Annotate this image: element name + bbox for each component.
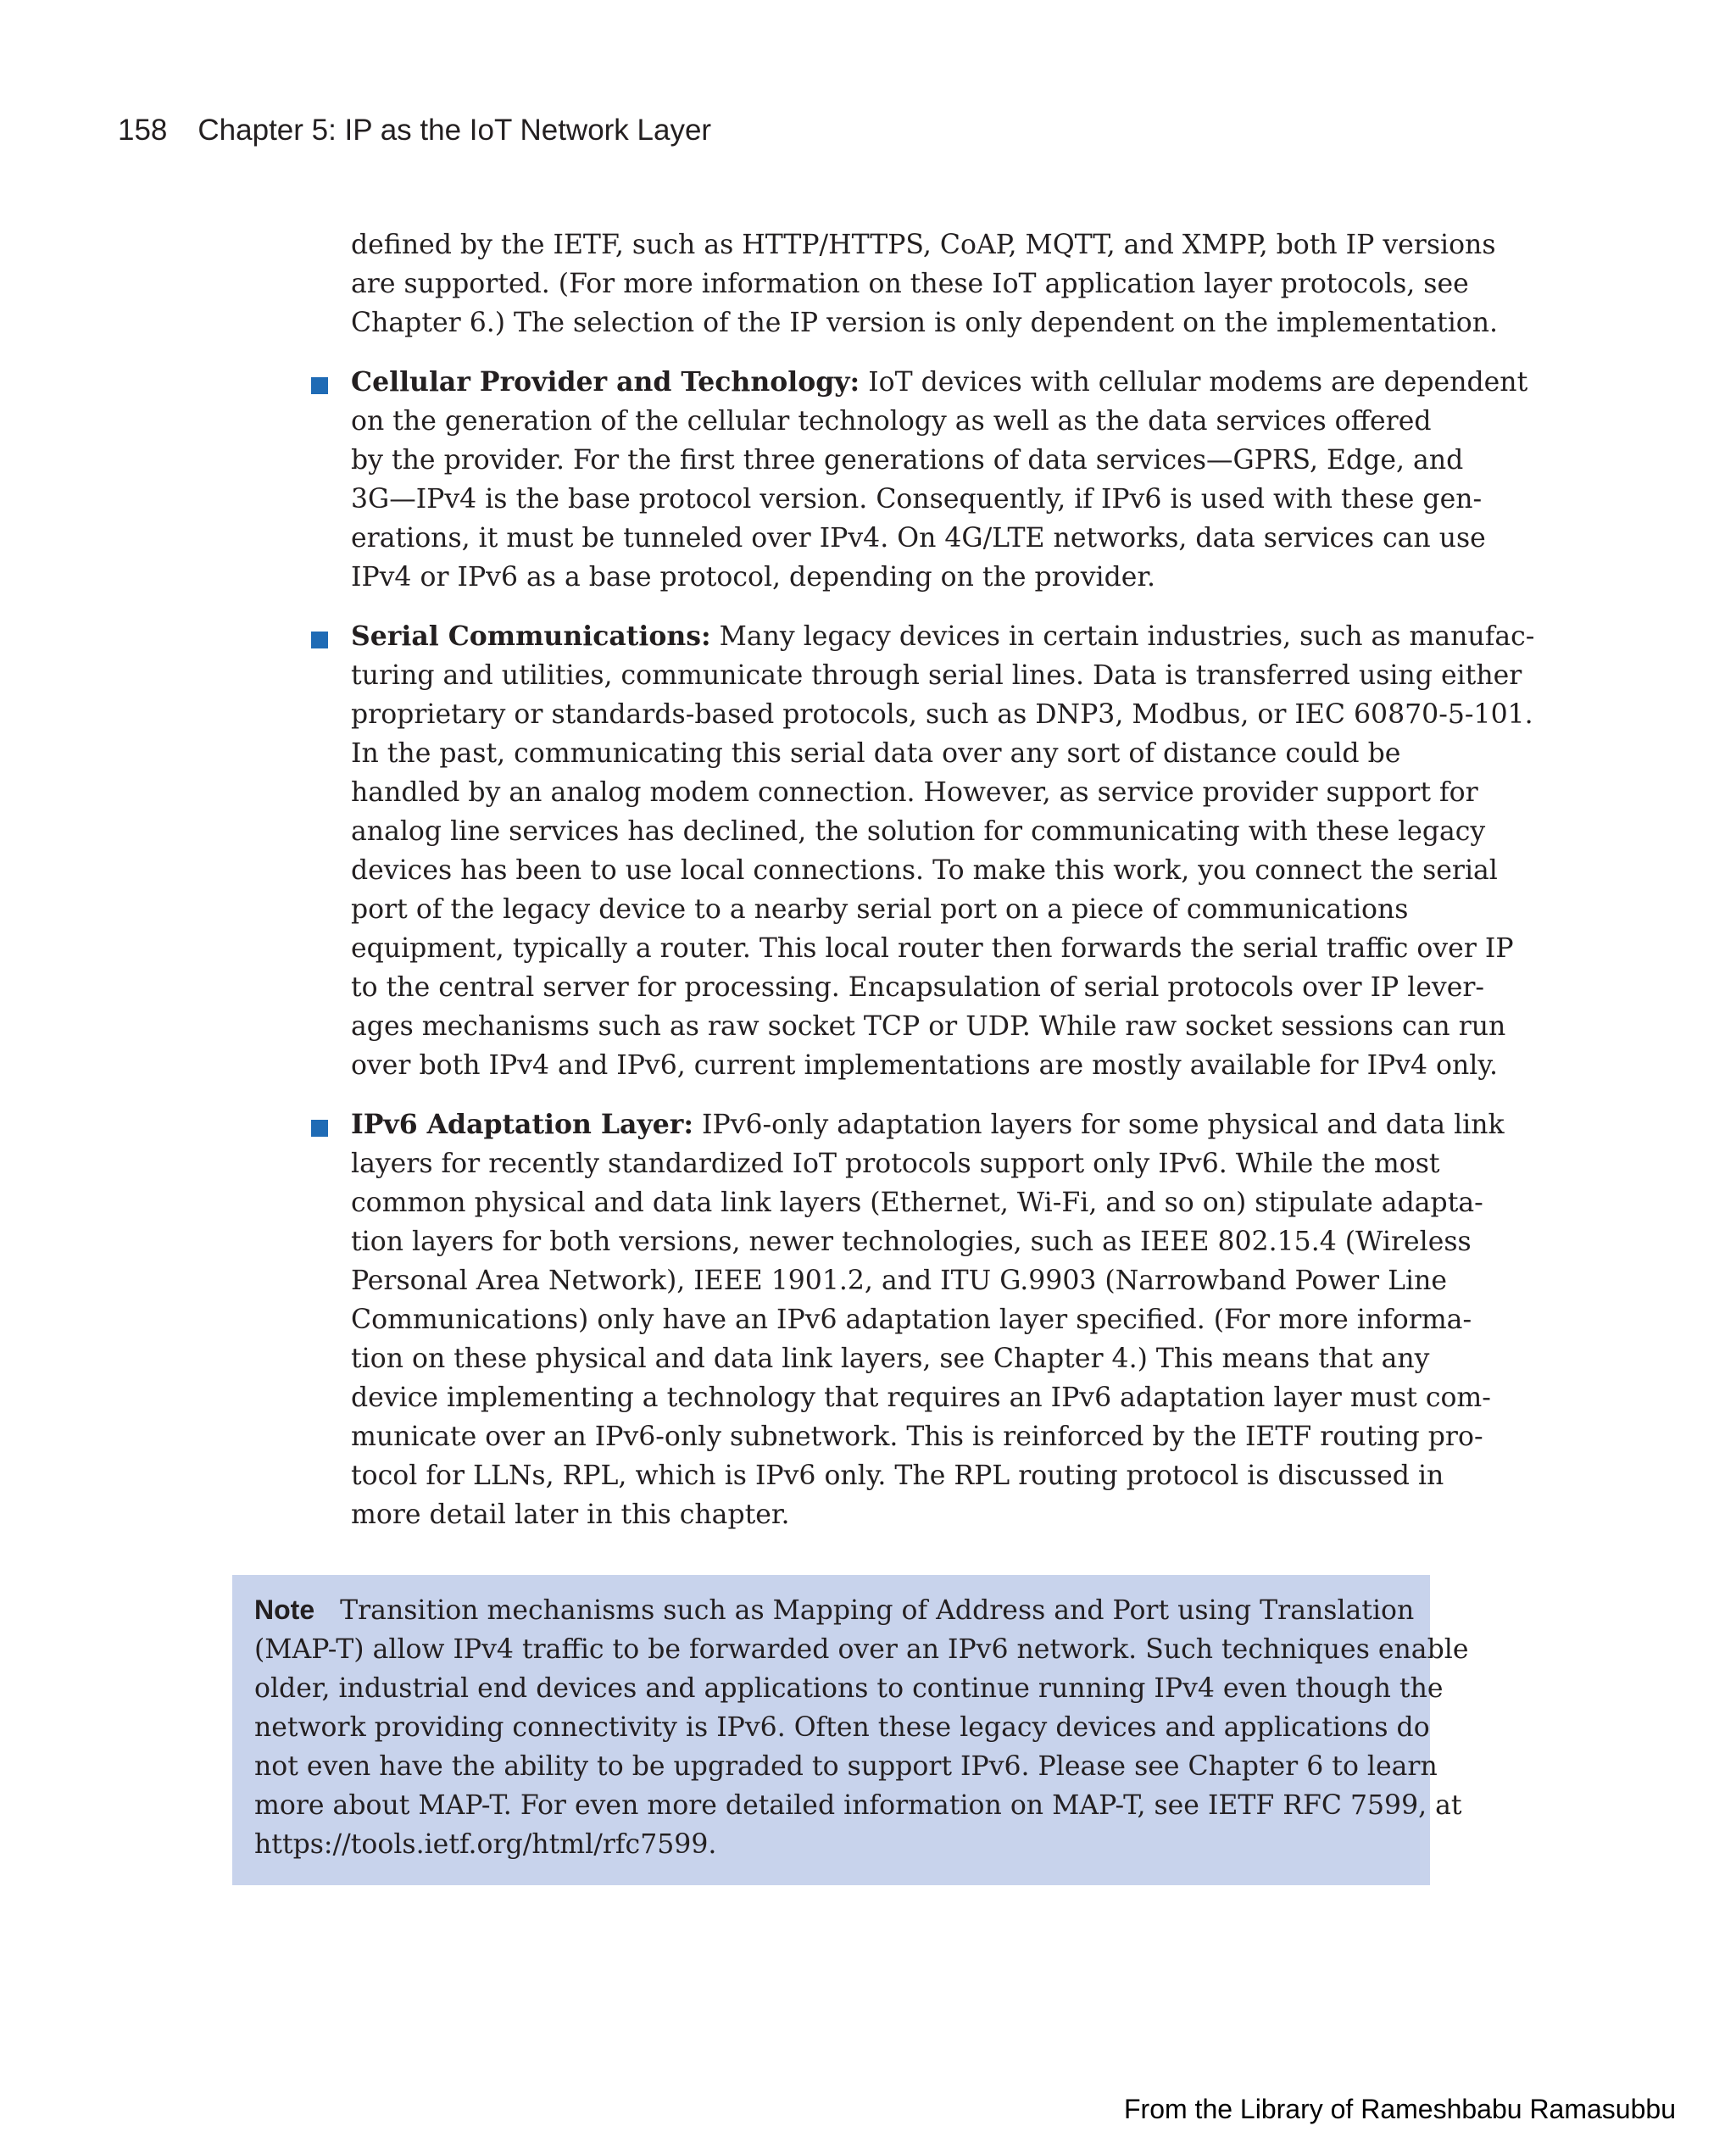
bullet-term: IPv6 Adaptation Layer:: [351, 1109, 693, 1140]
bullet-line: more detail later in this chapter.: [351, 1500, 790, 1530]
bullet-line: analog line services has declined, the solution for communicating with these legacy: [351, 816, 1486, 847]
square-bullet-icon: [311, 377, 328, 394]
bullet-list: [351, 363, 1535, 1555]
bullet-line: municate over an IPv6-only subnetwork. This is reinforced by the IETF routing pro-: [351, 1422, 1483, 1452]
bullet-line: IPv4 or IPv6 as a base protocol, depending on the provider.: [351, 562, 1155, 593]
page-number: 158: [118, 114, 168, 147]
bullet-item-cellular: [351, 363, 1528, 597]
bullet-first-line: [351, 1105, 1505, 1144]
note-line: not even have the ability to be upgraded to support IPv6. Please see Chapter 6 to learn: [254, 1751, 1438, 1782]
bullet-line: over both IPv4 and IPv6, current implementations are mostly available for IPv4 only.: [351, 1050, 1499, 1081]
bullet-item-serial: [351, 617, 1535, 1085]
bullet-line: port of the legacy device to a nearby serial port on a piece of communications: [351, 894, 1409, 925]
bullet-line: In the past, communicating this serial data over any sort of distance could be: [351, 738, 1401, 769]
bullet-text: Many legacy devices in certain industries, such as manufac-: [710, 621, 1535, 652]
note-text: Transition mechanisms such as Mapping of Address and Port using Translation: [340, 1595, 1415, 1626]
note-line: network providing connectivity is IPv6. Often these legacy devices and applications do: [254, 1712, 1430, 1743]
bullet-line: tocol for LLNs, RPL, which is IPv6 only. The RPL routing protocol is discussed in: [351, 1461, 1444, 1491]
bullet-line: device implementing a technology that requires an IPv6 adaptation layer must com-: [351, 1383, 1491, 1413]
library-footer: From the Library of Rameshbabu Ramasubbu: [1124, 2094, 1676, 2124]
running-head: [118, 112, 711, 149]
note-link-line: https://tools.ietf.org/html/rfc7599.: [254, 1829, 717, 1860]
bullet-line: by the provider. For the first three generations of data services—GPRS, Edge, and: [351, 445, 1464, 476]
note-line: (MAP-T) allow IPv4 traffic to be forwarded over an IPv6 network. Such techniques enable: [254, 1634, 1469, 1665]
bullet-line: on the generation of the cellular technology as well as the data services offered: [351, 406, 1432, 437]
square-bullet-icon: [311, 632, 328, 648]
chapter-title: Chapter 5: IP as the IoT Network Layer: [198, 114, 712, 147]
bullet-line: equipment, typically a router. This local router then forwards the serial traffic over IP: [351, 933, 1514, 964]
bullet-line: ages mechanisms such as raw socket TCP or UDP. While raw socket sessions can run: [351, 1011, 1506, 1042]
intro-line: are supported. (For more information on these IoT application layer protocols, see: [351, 269, 1469, 299]
bullet-line: handled by an analog modem connection. However, as service provider support for: [351, 777, 1478, 808]
bullet-line: erations, it must be tunneled over IPv4. On 4G/LTE networks, data services can use: [351, 523, 1486, 554]
bullet-text: IPv6-only adaptation layers for some physical and data link: [693, 1110, 1505, 1140]
note-box: [232, 1575, 1469, 1885]
bullet-line: 3G—IPv4 is the base protocol version. Consequently, if IPv6 is used with these gen-: [351, 484, 1483, 515]
bullet-line: tion layers for both versions, newer technologies, such as IEEE 802.15.4 (Wireless: [351, 1227, 1472, 1257]
note-label: Note: [254, 1594, 315, 1625]
bullet-first-line: [351, 363, 1528, 402]
bullet-line: turing and utilities, communicate through serial lines. Data is transferred using either: [351, 660, 1522, 691]
intro-paragraph: [351, 225, 1499, 342]
bullet-line: common physical and data link layers (Ethernet, Wi-Fi, and so on) stipulate adapta-: [351, 1188, 1483, 1218]
bullet-first-line: [351, 617, 1535, 656]
bullet-item-ipv6-adaptation: [351, 1105, 1505, 1534]
bullet-line: to the central server for processing. Encapsulation of serial protocols over IP lever-: [351, 972, 1485, 1003]
bullet-text: IoT devices with cellular modems are dependent: [860, 367, 1528, 398]
bullet-line: devices has been to use local connections. To make this work, you connect the serial: [351, 855, 1498, 886]
square-bullet-icon: [311, 1120, 328, 1137]
bullet-line: Communications) only have an IPv6 adaptation layer specified. (For more informa-: [351, 1305, 1472, 1335]
bullet-line: layers for recently standardized IoT protocols support only IPv6. While the most: [351, 1149, 1440, 1179]
bullet-line: Personal Area Network), IEEE 1901.2, and ITU G.9903 (Narrowband Power Line: [351, 1266, 1447, 1296]
intro-line: Chapter 6.) The selection of the IP version is only dependent on the implementation.: [351, 308, 1499, 338]
bullet-line: tion on these physical and data link layers, see Chapter 4.) This means that any: [351, 1344, 1430, 1374]
note-first-line: [254, 1590, 1415, 1630]
bullet-line: proprietary or standards-based protocols, such as DNP3, Modbus, or IEC 60870-5-101.: [351, 699, 1533, 730]
note-line: older, industrial end devices and applications to continue running IPv4 even though the: [254, 1673, 1444, 1704]
bullet-term: Cellular Provider and Technology:: [351, 366, 860, 398]
bullet-term: Serial Communications:: [351, 620, 711, 652]
note-line: more about MAP-T. For even more detailed information on MAP-T, see IETF RFC 7599, at: [254, 1790, 1462, 1821]
intro-line: defined by the IETF, such as HTTP/HTTPS, CoAP, MQTT, and XMPP, both IP versions: [351, 230, 1496, 260]
